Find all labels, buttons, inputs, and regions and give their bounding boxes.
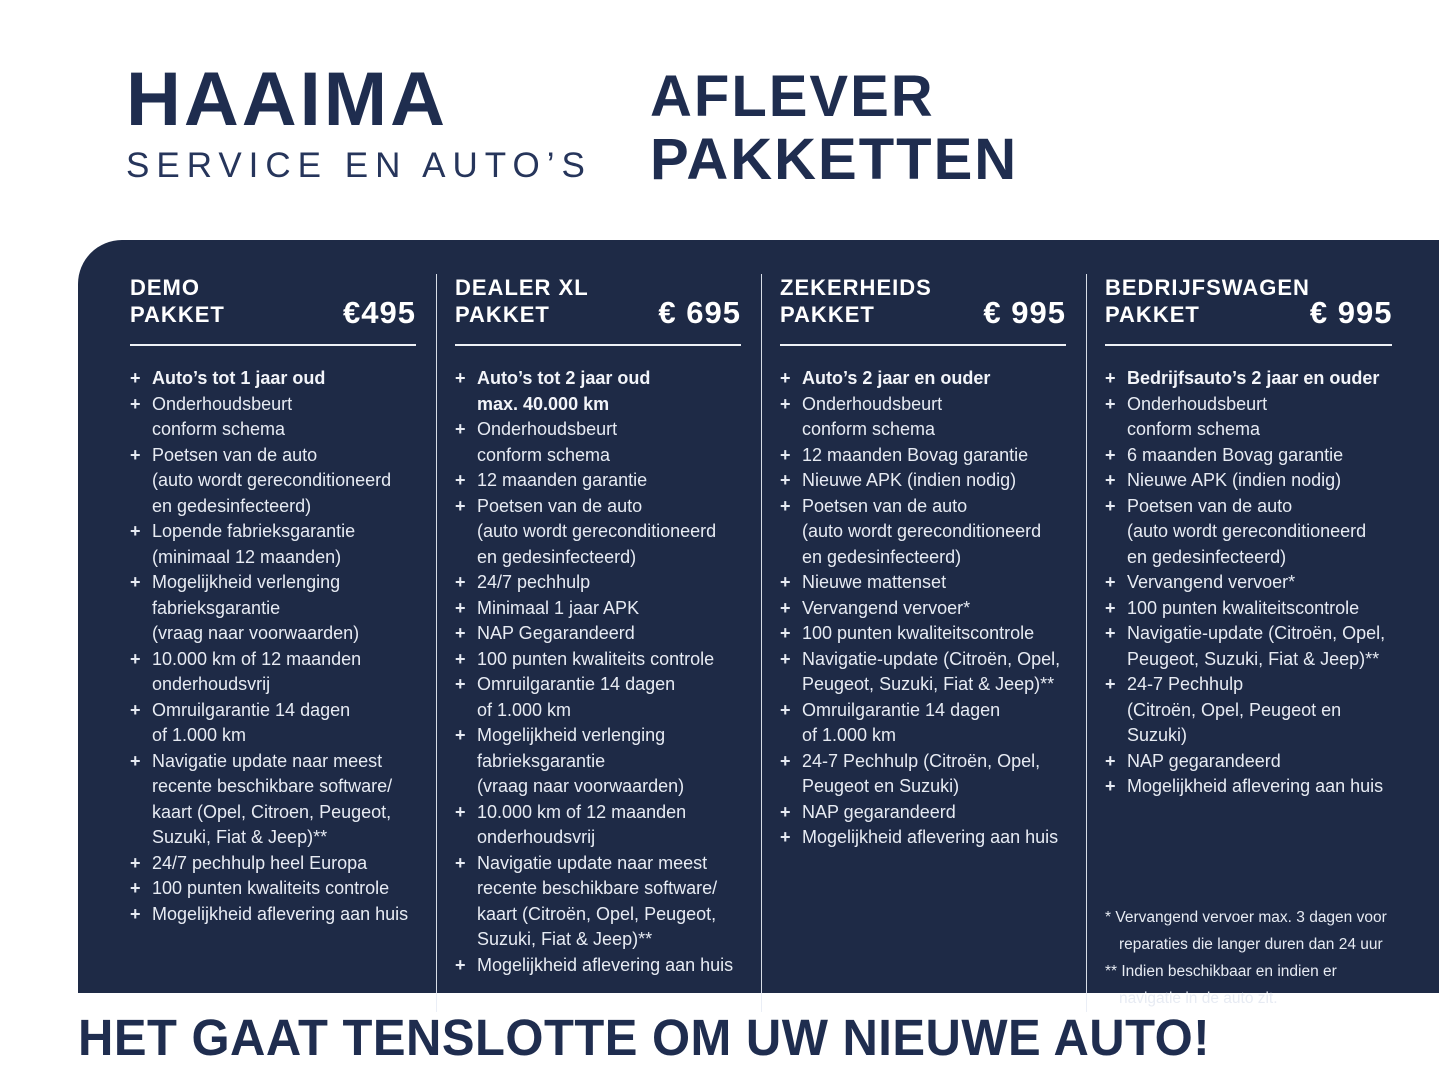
package-item xyxy=(455,570,741,596)
package-item xyxy=(455,494,741,571)
package-item xyxy=(780,596,1066,622)
package-item xyxy=(780,621,1066,647)
package-item-line: Vervangend vervoer* xyxy=(1127,572,1296,592)
footnote-line: * Vervangend vervoer max. 3 dagen voor xyxy=(1105,908,1387,926)
package-item xyxy=(1105,621,1392,672)
package-item xyxy=(130,443,416,520)
package-item-line: 24/7 pechhulp xyxy=(477,572,591,592)
footnote-line: ** Indien beschikbaar en indien er xyxy=(1105,962,1337,980)
package-item-line: Navigatie-update (Citroën, Opel, xyxy=(1127,623,1386,643)
package-item xyxy=(455,800,741,851)
package-name xyxy=(780,274,932,328)
package-item-line: Mogelijkheid aflevering aan huis xyxy=(1127,776,1384,796)
plus-marker: + xyxy=(455,419,466,439)
package-item-line: Onderhoudsbeurt xyxy=(802,393,943,414)
package-item-line: Peugeot, Suzuki, Fiat & Jeep)** xyxy=(802,674,1055,694)
package-item-line: (vraag naar voorwaarden) xyxy=(152,623,360,643)
package-items xyxy=(130,366,416,927)
plus-marker: + xyxy=(1105,572,1116,592)
package-item-line: fabrieksgarantie xyxy=(152,597,281,618)
plus-marker: + xyxy=(780,393,791,414)
package-item-line: kaart (Opel, Citroen, Peugeot, xyxy=(152,801,392,822)
package-item-line: Lopende fabrieksgarantie xyxy=(152,521,356,541)
package-price: €495 xyxy=(343,295,416,330)
package-item-line: Mogelijkheid aflevering aan huis xyxy=(477,954,734,975)
package-item-line: (minimaal 12 maanden) xyxy=(152,546,342,567)
package-item xyxy=(780,749,1066,800)
package-item-line: NAP gegarandeerd xyxy=(802,801,956,822)
package-header xyxy=(130,274,416,328)
package-item-line: Mogelijkheid aflevering aan huis xyxy=(152,903,409,924)
plus-marker: + xyxy=(455,470,466,490)
page-title-line2: PAKKETTEN xyxy=(650,126,1019,192)
package-item-line: Auto’s tot 2 jaar oud xyxy=(477,368,651,388)
package-item-line: Minimaal 1 jaar APK xyxy=(477,597,640,618)
package-item xyxy=(1105,468,1392,494)
package-item-line: 12 maanden garantie xyxy=(477,470,648,490)
package-item xyxy=(1105,494,1392,571)
package-item-line: 12 maanden Bovag garantie xyxy=(802,444,1029,465)
package-item xyxy=(455,366,741,417)
plus-marker: + xyxy=(780,750,791,771)
header-underline xyxy=(780,344,1066,346)
package-item-line: 100 punten kwaliteits controle xyxy=(152,878,390,898)
package-item-line: Onderhoudsbeurt xyxy=(1127,393,1268,414)
package-item-line: Auto’s tot 1 jaar oud xyxy=(152,368,326,388)
package-item-line: Mogelijkheid verlenging xyxy=(477,725,666,745)
package-item-line: conform schema xyxy=(1127,419,1261,439)
package-item-line: Peugeot en Suzuki) xyxy=(802,776,960,796)
package-item-line: Poetsen van de auto xyxy=(1127,495,1293,516)
package-name xyxy=(1105,274,1310,328)
plus-marker: + xyxy=(780,368,791,388)
plus-marker: + xyxy=(130,521,141,541)
package-item-line: Navigatie-update (Citroën, Opel, xyxy=(802,648,1061,669)
header-underline xyxy=(455,344,741,346)
package-item-line: 24-7 Pechhulp xyxy=(1127,674,1244,694)
package-item-line: fabrieksgarantie xyxy=(477,750,606,771)
plus-marker: + xyxy=(455,954,466,975)
plus-marker: + xyxy=(130,368,141,388)
header-underline xyxy=(130,344,416,346)
package-item-line: kaart (Citroën, Opel, Peugeot, xyxy=(477,903,717,924)
plus-marker: + xyxy=(130,699,141,720)
package-item xyxy=(455,647,741,673)
package-item xyxy=(130,366,416,392)
package-column xyxy=(762,274,1087,1012)
package-item-line: conform schema xyxy=(477,444,611,465)
package-price: € 995 xyxy=(983,295,1066,330)
package-item xyxy=(780,392,1066,443)
plus-marker: + xyxy=(1105,776,1116,796)
package-item xyxy=(455,596,741,622)
package-item-line: Mogelijkheid aflevering aan huis xyxy=(802,827,1059,847)
package-item-line: Nieuwe APK (indien nodig) xyxy=(1127,470,1342,490)
brand-logo xyxy=(126,57,592,186)
package-item xyxy=(780,570,1066,596)
package-item xyxy=(455,851,741,953)
package-name xyxy=(455,274,589,328)
package-column xyxy=(1087,274,1412,1012)
package-item xyxy=(130,392,416,443)
package-item-line: Suzuki, Fiat & Jeep)** xyxy=(152,827,328,847)
package-price: € 695 xyxy=(658,295,741,330)
plus-marker: + xyxy=(1105,393,1116,414)
package-item xyxy=(455,723,741,800)
package-item-line: onderhoudsvrij xyxy=(152,674,271,694)
package-column xyxy=(437,274,762,1012)
package-item-line: en gedesinfecteerd) xyxy=(477,546,637,567)
package-item-line: (auto wordt gereconditioneerd xyxy=(1127,521,1367,541)
package-name-line1: ZEKERHEIDS xyxy=(780,275,932,300)
plus-marker: + xyxy=(1105,470,1116,490)
package-item-line: Omruilgarantie 14 dagen xyxy=(802,699,1001,720)
plus-marker: + xyxy=(130,572,141,592)
plus-marker: + xyxy=(780,801,791,822)
package-name-line1: BEDRIJFSWAGEN xyxy=(1105,275,1310,300)
package-item-line: (vraag naar voorwaarden) xyxy=(477,776,685,796)
package-item-line: Omruilgarantie 14 dagen xyxy=(152,699,351,720)
package-name-line1: DEALER XL xyxy=(455,275,589,300)
package-item-line: Navigatie update naar meest xyxy=(477,852,708,873)
footnotes xyxy=(1105,904,1392,1012)
package-item-line: onderhoudsvrij xyxy=(477,827,596,847)
plus-marker: + xyxy=(455,648,466,669)
plus-marker: + xyxy=(780,827,791,847)
package-item-line: Poetsen van de auto xyxy=(477,495,643,516)
package-item-line: Omruilgarantie 14 dagen xyxy=(477,674,676,694)
package-items xyxy=(1105,366,1392,800)
plus-marker: + xyxy=(780,572,791,592)
package-item-line: 10.000 km of 12 maanden xyxy=(152,648,362,669)
package-item xyxy=(780,366,1066,392)
plus-marker: + xyxy=(130,852,141,873)
package-item-line: conform schema xyxy=(802,419,936,439)
package-item-line: of 1.000 km xyxy=(477,699,572,720)
package-item-line: conform schema xyxy=(152,419,286,439)
plus-marker: + xyxy=(455,725,466,745)
footnote-line: reparaties die langer duren dan 24 uur xyxy=(1119,935,1383,953)
package-item xyxy=(130,698,416,749)
package-item xyxy=(130,749,416,851)
package-item xyxy=(780,468,1066,494)
plus-marker: + xyxy=(455,623,466,643)
plus-marker: + xyxy=(455,852,466,873)
packages-panel xyxy=(78,240,1439,1007)
plus-marker: + xyxy=(1105,368,1116,388)
package-item-line: NAP Gegarandeerd xyxy=(477,623,635,643)
package-item xyxy=(780,698,1066,749)
plus-marker: + xyxy=(780,699,791,720)
plus-marker: + xyxy=(780,597,791,618)
bottom-tagline: HET GAAT TENSLOTTE OM UW NIEUWE AUTO! xyxy=(78,1009,1210,1066)
package-item-line: 100 punten kwaliteits controle xyxy=(477,648,715,669)
plus-marker: + xyxy=(130,444,141,465)
package-item xyxy=(130,902,416,928)
package-item xyxy=(1105,749,1392,775)
package-item xyxy=(455,417,741,468)
plus-marker: + xyxy=(1105,495,1116,516)
package-item-line: 24/7 pechhulp heel Europa xyxy=(152,852,368,873)
plus-marker: + xyxy=(130,750,141,771)
footnote-line: navigatie in de auto zit. xyxy=(1119,989,1278,1007)
page-title-line1: AFLEVER xyxy=(650,64,935,129)
package-item-line: max. 40.000 km xyxy=(477,393,610,414)
package-item xyxy=(1105,392,1392,443)
package-item xyxy=(780,825,1066,851)
package-item-line: Onderhoudsbeurt xyxy=(152,393,293,414)
package-item xyxy=(780,647,1066,698)
package-item xyxy=(1105,774,1392,800)
page-title xyxy=(650,66,1018,191)
package-item xyxy=(455,953,741,979)
package-column xyxy=(112,274,437,1012)
plus-marker: + xyxy=(780,470,791,490)
package-item-line: Peugeot, Suzuki, Fiat & Jeep)** xyxy=(1127,648,1380,669)
package-item-line: recente beschikbare software/ xyxy=(152,776,393,796)
package-item-line: Vervangend vervoer* xyxy=(802,597,971,618)
package-header xyxy=(1105,274,1392,328)
plus-marker: + xyxy=(1105,674,1116,694)
brand-tagline: SERVICE EN AUTO’S xyxy=(126,146,592,185)
package-name-line2: PAKKET xyxy=(130,302,225,327)
package-item-line: 24-7 Pechhulp (Citroën, Opel, xyxy=(802,750,1041,771)
package-item-line: 100 punten kwaliteitscontrole xyxy=(1127,597,1360,618)
plus-marker: + xyxy=(455,495,466,516)
package-item xyxy=(1105,596,1392,622)
header-underline xyxy=(1105,344,1392,346)
package-item xyxy=(130,851,416,877)
plus-marker: + xyxy=(130,903,141,924)
plus-marker: + xyxy=(130,648,141,669)
package-item xyxy=(780,443,1066,469)
package-item xyxy=(1105,570,1392,596)
package-header xyxy=(780,274,1066,328)
plus-marker: + xyxy=(1105,750,1116,771)
package-item-line: Nieuwe mattenset xyxy=(802,572,947,592)
package-header xyxy=(455,274,741,328)
plus-marker: + xyxy=(455,674,466,694)
package-item xyxy=(130,570,416,647)
plus-marker: + xyxy=(780,623,791,643)
plus-marker: + xyxy=(780,495,791,516)
package-item xyxy=(455,468,741,494)
package-item xyxy=(130,876,416,902)
package-item-line: recente beschikbare software/ xyxy=(477,878,718,898)
package-name-line2: PAKKET xyxy=(1105,302,1200,327)
package-name-line2: PAKKET xyxy=(780,302,875,327)
package-item-line: Bedrijfsauto’s 2 jaar en ouder xyxy=(1127,368,1380,388)
footnote xyxy=(1105,958,1392,1012)
package-item xyxy=(1105,443,1392,469)
package-item-line: en gedesinfecteerd) xyxy=(1127,546,1287,567)
package-item-line: Nieuwe APK (indien nodig) xyxy=(802,470,1017,490)
package-item-line: Poetsen van de auto xyxy=(152,444,318,465)
package-item-line: Mogelijkheid verlenging xyxy=(152,572,341,592)
package-item-line: 100 punten kwaliteitscontrole xyxy=(802,623,1035,643)
package-item-line: (auto wordt gereconditioneerd xyxy=(802,521,1042,541)
package-name-line1: DEMO xyxy=(130,275,200,300)
package-item-line: of 1.000 km xyxy=(152,725,247,745)
package-item xyxy=(780,800,1066,826)
package-item-line: Onderhoudsbeurt xyxy=(477,419,618,439)
package-item-line: 6 maanden Bovag garantie xyxy=(1127,444,1344,465)
package-item-line: en gedesinfecteerd) xyxy=(802,546,962,567)
footnote xyxy=(1105,904,1392,958)
plus-marker: + xyxy=(780,648,791,669)
brand-name: HAAIMA xyxy=(126,57,448,142)
package-item xyxy=(455,621,741,647)
package-item-line: 10.000 km of 12 maanden xyxy=(477,801,687,822)
package-item-line: en gedesinfecteerd) xyxy=(152,495,312,516)
package-item xyxy=(455,672,741,723)
package-item-line: (auto wordt gereconditioneerd xyxy=(152,470,392,490)
package-item-line: Navigatie update naar meest xyxy=(152,750,383,771)
package-item-line: Poetsen van de auto xyxy=(802,495,968,516)
plus-marker: + xyxy=(780,444,791,465)
package-price: € 995 xyxy=(1309,295,1393,330)
package-name xyxy=(130,274,225,328)
package-item xyxy=(130,647,416,698)
package-item-line: (auto wordt gereconditioneerd xyxy=(477,521,717,541)
package-item xyxy=(1105,672,1392,749)
package-item xyxy=(130,519,416,570)
package-item xyxy=(1105,366,1392,392)
plus-marker: + xyxy=(455,597,466,618)
plus-marker: + xyxy=(1105,623,1116,643)
package-item-line: Auto’s 2 jaar en ouder xyxy=(802,368,991,388)
plus-marker: + xyxy=(455,572,466,592)
package-item-line: Suzuki, Fiat & Jeep)** xyxy=(477,929,653,949)
package-name-line2: PAKKET xyxy=(455,302,550,327)
package-items xyxy=(455,366,741,978)
package-item xyxy=(780,494,1066,571)
package-item-line: (Citroën, Opel, Peugeot en Suzuki) xyxy=(1127,699,1342,745)
plus-marker: + xyxy=(130,393,141,414)
plus-marker: + xyxy=(1105,597,1116,618)
plus-marker: + xyxy=(130,878,141,898)
plus-marker: + xyxy=(1105,444,1116,465)
plus-marker: + xyxy=(455,801,466,822)
plus-marker: + xyxy=(455,368,466,388)
package-item-line: NAP gegarandeerd xyxy=(1127,750,1281,771)
package-item-line: of 1.000 km xyxy=(802,725,897,745)
packages-row xyxy=(112,274,1439,1012)
package-items xyxy=(780,366,1066,851)
